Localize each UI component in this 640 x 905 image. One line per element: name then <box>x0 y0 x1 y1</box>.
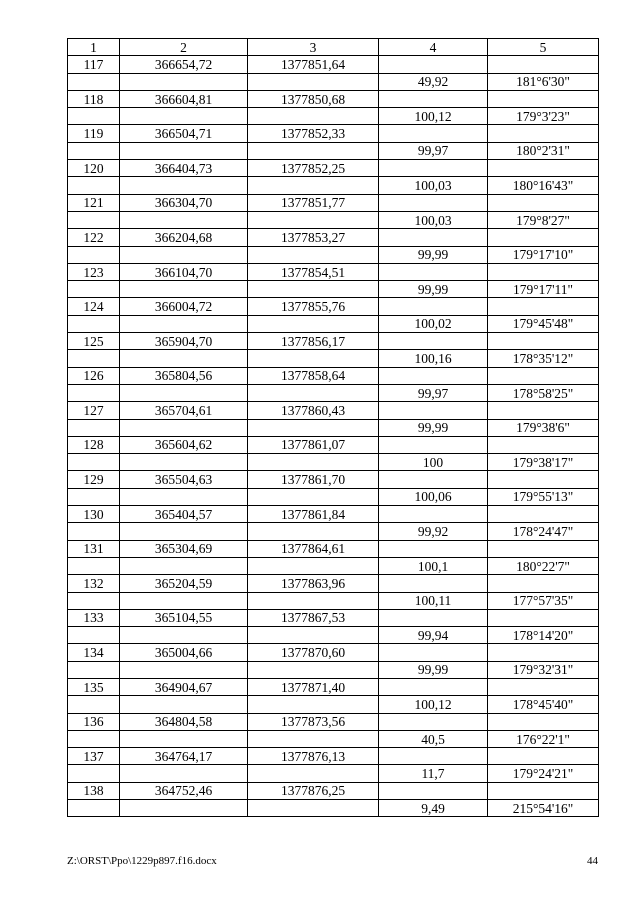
point-number-cell: 133 <box>68 609 120 626</box>
distance-cell: 100,06 <box>379 488 488 505</box>
empty-cell <box>488 748 599 765</box>
empty-cell <box>248 177 379 194</box>
x-coordinate-cell: 365804,56 <box>120 367 248 384</box>
segment-row <box>68 211 599 228</box>
point-number-cell: 136 <box>68 713 120 730</box>
distance-cell: 100,02 <box>379 315 488 332</box>
empty-cell <box>488 402 599 419</box>
empty-cell <box>120 592 248 609</box>
empty-cell <box>379 713 488 730</box>
empty-cell <box>120 800 248 817</box>
empty-cell <box>488 609 599 626</box>
angle-cell: 179°8'27" <box>488 211 599 228</box>
point-number-cell: 126 <box>68 367 120 384</box>
angle-cell: 180°22'7" <box>488 557 599 574</box>
column-number-header: 5 <box>488 39 599 56</box>
segment-row <box>68 384 599 401</box>
page-number: 44 <box>587 855 598 867</box>
distance-cell: 9,49 <box>379 800 488 817</box>
y-coordinate-cell: 1377852,33 <box>248 125 379 142</box>
angle-cell: 178°58'25" <box>488 384 599 401</box>
segment-row <box>68 488 599 505</box>
point-number-cell: 122 <box>68 229 120 246</box>
segment-row <box>68 177 599 194</box>
x-coordinate-cell: 365504,63 <box>120 471 248 488</box>
distance-cell: 100,03 <box>379 211 488 228</box>
x-coordinate-cell: 366204,68 <box>120 229 248 246</box>
y-coordinate-cell: 1377858,64 <box>248 367 379 384</box>
empty-cell <box>488 678 599 695</box>
empty-cell <box>379 506 488 523</box>
y-coordinate-cell: 1377871,40 <box>248 678 379 695</box>
empty-cell <box>248 661 379 678</box>
empty-cell <box>379 748 488 765</box>
empty-cell <box>379 229 488 246</box>
point-row <box>68 471 599 488</box>
point-number-cell: 129 <box>68 471 120 488</box>
empty-cell <box>379 160 488 177</box>
segment-row <box>68 142 599 159</box>
angle-cell: 178°24'47" <box>488 523 599 540</box>
empty-cell <box>248 730 379 747</box>
empty-cell <box>120 177 248 194</box>
empty-cell <box>68 73 120 90</box>
empty-cell <box>248 315 379 332</box>
empty-cell <box>488 506 599 523</box>
empty-cell <box>379 782 488 799</box>
empty-cell <box>68 488 120 505</box>
empty-cell <box>68 384 120 401</box>
segment-row <box>68 281 599 298</box>
empty-cell <box>120 142 248 159</box>
distance-cell: 100,03 <box>379 177 488 194</box>
empty-cell <box>68 419 120 436</box>
x-coordinate-cell: 365004,66 <box>120 644 248 661</box>
empty-cell <box>120 108 248 125</box>
x-coordinate-cell: 366404,73 <box>120 160 248 177</box>
segment-row <box>68 661 599 678</box>
point-row <box>68 125 599 142</box>
point-row <box>68 713 599 730</box>
x-coordinate-cell: 365704,61 <box>120 402 248 419</box>
y-coordinate-cell: 1377851,64 <box>248 56 379 73</box>
y-coordinate-cell: 1377854,51 <box>248 263 379 280</box>
empty-cell <box>379 609 488 626</box>
segment-row <box>68 730 599 747</box>
point-row <box>68 333 599 350</box>
empty-cell <box>488 782 599 799</box>
point-number-cell: 132 <box>68 575 120 592</box>
empty-cell <box>120 627 248 644</box>
y-coordinate-cell: 1377861,07 <box>248 436 379 453</box>
x-coordinate-cell: 364752,46 <box>120 782 248 799</box>
y-coordinate-cell: 1377855,76 <box>248 298 379 315</box>
point-row <box>68 782 599 799</box>
point-row <box>68 194 599 211</box>
empty-cell <box>248 142 379 159</box>
empty-cell <box>248 523 379 540</box>
point-row <box>68 506 599 523</box>
x-coordinate-cell: 366304,70 <box>120 194 248 211</box>
segment-row <box>68 800 599 817</box>
empty-cell <box>379 263 488 280</box>
point-row <box>68 678 599 695</box>
angle-cell: 179°38'6" <box>488 419 599 436</box>
empty-cell <box>488 56 599 73</box>
empty-cell <box>379 540 488 557</box>
empty-cell <box>68 281 120 298</box>
empty-cell <box>68 765 120 782</box>
angle-cell: 176°22'1" <box>488 730 599 747</box>
angle-cell: 179°45'48" <box>488 315 599 332</box>
distance-cell: 100,12 <box>379 108 488 125</box>
distance-cell: 99,92 <box>379 523 488 540</box>
angle-cell: 179°3'23" <box>488 108 599 125</box>
x-coordinate-cell: 365304,69 <box>120 540 248 557</box>
empty-cell <box>68 177 120 194</box>
empty-cell <box>248 419 379 436</box>
empty-cell <box>120 73 248 90</box>
distance-cell: 100,12 <box>379 696 488 713</box>
y-coordinate-cell: 1377850,68 <box>248 90 379 107</box>
x-coordinate-cell: 365204,59 <box>120 575 248 592</box>
empty-cell <box>379 678 488 695</box>
angle-cell: 179°55'13" <box>488 488 599 505</box>
empty-cell <box>68 108 120 125</box>
y-coordinate-cell: 1377860,43 <box>248 402 379 419</box>
point-row <box>68 56 599 73</box>
empty-cell <box>68 592 120 609</box>
angle-cell: 180°16'43" <box>488 177 599 194</box>
x-coordinate-cell: 364804,58 <box>120 713 248 730</box>
empty-cell <box>379 436 488 453</box>
empty-cell <box>248 557 379 574</box>
distance-cell: 100,1 <box>379 557 488 574</box>
distance-cell: 99,99 <box>379 246 488 263</box>
point-row <box>68 298 599 315</box>
point-row <box>68 263 599 280</box>
empty-cell <box>68 627 120 644</box>
empty-cell <box>248 108 379 125</box>
empty-cell <box>68 800 120 817</box>
point-number-cell: 117 <box>68 56 120 73</box>
column-number-header: 1 <box>68 39 120 56</box>
segment-row <box>68 765 599 782</box>
empty-cell <box>379 194 488 211</box>
empty-cell <box>120 281 248 298</box>
distance-cell: 100 <box>379 454 488 471</box>
y-coordinate-cell: 1377851,77 <box>248 194 379 211</box>
column-number-header: 3 <box>248 39 379 56</box>
empty-cell <box>488 540 599 557</box>
angle-cell: 179°32'31" <box>488 661 599 678</box>
y-coordinate-cell: 1377864,61 <box>248 540 379 557</box>
x-coordinate-cell: 366104,70 <box>120 263 248 280</box>
x-coordinate-cell: 364904,67 <box>120 678 248 695</box>
column-number-header: 2 <box>120 39 248 56</box>
point-number-cell: 125 <box>68 333 120 350</box>
empty-cell <box>488 713 599 730</box>
point-number-cell: 124 <box>68 298 120 315</box>
y-coordinate-cell: 1377876,25 <box>248 782 379 799</box>
segment-row <box>68 350 599 367</box>
angle-cell: 178°45'40" <box>488 696 599 713</box>
empty-cell <box>488 263 599 280</box>
empty-cell <box>120 730 248 747</box>
empty-cell <box>488 160 599 177</box>
segment-row <box>68 557 599 574</box>
segment-row <box>68 627 599 644</box>
empty-cell <box>488 229 599 246</box>
x-coordinate-cell: 364764,17 <box>120 748 248 765</box>
empty-cell <box>488 436 599 453</box>
distance-cell: 99,99 <box>379 281 488 298</box>
segment-row <box>68 696 599 713</box>
empty-cell <box>68 523 120 540</box>
empty-cell <box>120 696 248 713</box>
empty-cell <box>120 523 248 540</box>
empty-cell <box>488 333 599 350</box>
empty-cell <box>120 384 248 401</box>
x-coordinate-cell: 366504,71 <box>120 125 248 142</box>
distance-cell: 11,7 <box>379 765 488 782</box>
angle-cell: 215°54'16" <box>488 800 599 817</box>
empty-cell <box>488 644 599 661</box>
point-row <box>68 229 599 246</box>
empty-cell <box>488 125 599 142</box>
point-row <box>68 575 599 592</box>
segment-row <box>68 419 599 436</box>
angle-cell: 179°38'17" <box>488 454 599 471</box>
angle-cell: 179°24'21" <box>488 765 599 782</box>
empty-cell <box>248 246 379 263</box>
empty-cell <box>248 627 379 644</box>
distance-cell: 49,92 <box>379 73 488 90</box>
empty-cell <box>379 90 488 107</box>
empty-cell <box>120 350 248 367</box>
empty-cell <box>488 367 599 384</box>
empty-cell <box>379 471 488 488</box>
y-coordinate-cell: 1377861,84 <box>248 506 379 523</box>
segment-row <box>68 108 599 125</box>
empty-cell <box>120 661 248 678</box>
empty-cell <box>68 315 120 332</box>
y-coordinate-cell: 1377853,27 <box>248 229 379 246</box>
empty-cell <box>120 454 248 471</box>
distance-cell: 99,97 <box>379 384 488 401</box>
point-number-cell: 119 <box>68 125 120 142</box>
point-row <box>68 160 599 177</box>
point-row <box>68 644 599 661</box>
x-coordinate-cell: 365104,55 <box>120 609 248 626</box>
y-coordinate-cell: 1377870,60 <box>248 644 379 661</box>
empty-cell <box>379 298 488 315</box>
point-row <box>68 90 599 107</box>
y-coordinate-cell: 1377863,96 <box>248 575 379 592</box>
distance-cell: 40,5 <box>379 730 488 747</box>
empty-cell <box>379 333 488 350</box>
empty-cell <box>379 644 488 661</box>
empty-cell <box>248 488 379 505</box>
segment-row <box>68 73 599 90</box>
empty-cell <box>120 315 248 332</box>
segment-row <box>68 592 599 609</box>
x-coordinate-cell: 365904,70 <box>120 333 248 350</box>
point-number-cell: 137 <box>68 748 120 765</box>
header-row <box>68 39 599 56</box>
empty-cell <box>488 575 599 592</box>
distance-cell: 100,16 <box>379 350 488 367</box>
distance-cell: 99,99 <box>379 419 488 436</box>
point-number-cell: 138 <box>68 782 120 799</box>
empty-cell <box>488 471 599 488</box>
segment-row <box>68 315 599 332</box>
x-coordinate-cell: 366654,72 <box>120 56 248 73</box>
point-number-cell: 127 <box>68 402 120 419</box>
segment-row <box>68 523 599 540</box>
empty-cell <box>248 696 379 713</box>
angle-cell: 178°14'20" <box>488 627 599 644</box>
angle-cell: 179°17'10" <box>488 246 599 263</box>
empty-cell <box>379 367 488 384</box>
empty-cell <box>488 90 599 107</box>
point-number-cell: 120 <box>68 160 120 177</box>
empty-cell <box>248 592 379 609</box>
empty-cell <box>68 454 120 471</box>
empty-cell <box>248 454 379 471</box>
empty-cell <box>248 211 379 228</box>
empty-cell <box>248 73 379 90</box>
point-number-cell: 134 <box>68 644 120 661</box>
empty-cell <box>68 557 120 574</box>
empty-cell <box>379 575 488 592</box>
angle-cell: 177°57'35" <box>488 592 599 609</box>
empty-cell <box>68 142 120 159</box>
coordinates-table <box>67 38 599 817</box>
angle-cell: 181°6'30" <box>488 73 599 90</box>
empty-cell <box>68 696 120 713</box>
empty-cell <box>379 125 488 142</box>
empty-cell <box>120 557 248 574</box>
empty-cell <box>248 281 379 298</box>
empty-cell <box>68 350 120 367</box>
point-number-cell: 131 <box>68 540 120 557</box>
angle-cell: 178°35'12" <box>488 350 599 367</box>
point-row <box>68 402 599 419</box>
footer-file-path: Z:\ORST\Ppo\1229p897.f16.docx <box>67 855 217 867</box>
point-row <box>68 748 599 765</box>
empty-cell <box>248 350 379 367</box>
point-number-cell: 130 <box>68 506 120 523</box>
point-number-cell: 123 <box>68 263 120 280</box>
y-coordinate-cell: 1377861,70 <box>248 471 379 488</box>
point-row <box>68 436 599 453</box>
x-coordinate-cell: 365604,62 <box>120 436 248 453</box>
empty-cell <box>120 419 248 436</box>
point-row <box>68 609 599 626</box>
y-coordinate-cell: 1377852,25 <box>248 160 379 177</box>
empty-cell <box>488 298 599 315</box>
x-coordinate-cell: 365404,57 <box>120 506 248 523</box>
point-row <box>68 367 599 384</box>
y-coordinate-cell: 1377876,13 <box>248 748 379 765</box>
y-coordinate-cell: 1377867,53 <box>248 609 379 626</box>
empty-cell <box>248 800 379 817</box>
empty-cell <box>488 194 599 211</box>
empty-cell <box>120 488 248 505</box>
distance-cell: 100,11 <box>379 592 488 609</box>
distance-cell: 99,99 <box>379 661 488 678</box>
empty-cell <box>379 56 488 73</box>
point-number-cell: 118 <box>68 90 120 107</box>
column-number-header: 4 <box>379 39 488 56</box>
angle-cell: 179°17'11" <box>488 281 599 298</box>
coordinates-table-body <box>68 39 599 817</box>
empty-cell <box>248 384 379 401</box>
point-number-cell: 135 <box>68 678 120 695</box>
empty-cell <box>68 730 120 747</box>
empty-cell <box>120 765 248 782</box>
segment-row <box>68 454 599 471</box>
segment-row <box>68 246 599 263</box>
empty-cell <box>379 402 488 419</box>
distance-cell: 99,97 <box>379 142 488 159</box>
x-coordinate-cell: 366604,81 <box>120 90 248 107</box>
empty-cell <box>120 211 248 228</box>
empty-cell <box>120 246 248 263</box>
point-number-cell: 121 <box>68 194 120 211</box>
empty-cell <box>68 661 120 678</box>
angle-cell: 180°2'31" <box>488 142 599 159</box>
empty-cell <box>68 246 120 263</box>
empty-cell <box>68 211 120 228</box>
empty-cell <box>248 765 379 782</box>
y-coordinate-cell: 1377873,56 <box>248 713 379 730</box>
distance-cell: 99,94 <box>379 627 488 644</box>
x-coordinate-cell: 366004,72 <box>120 298 248 315</box>
y-coordinate-cell: 1377856,17 <box>248 333 379 350</box>
point-row <box>68 540 599 557</box>
point-number-cell: 128 <box>68 436 120 453</box>
